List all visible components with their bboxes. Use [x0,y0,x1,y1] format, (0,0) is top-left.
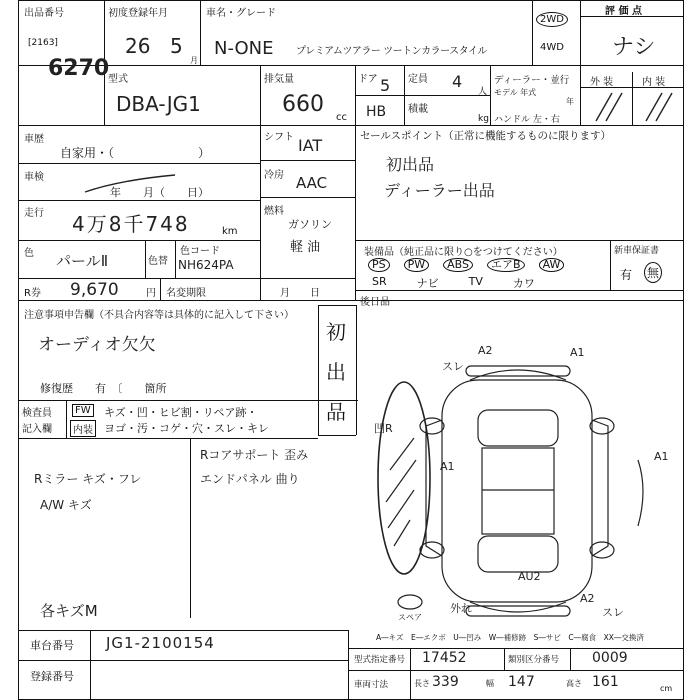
diagram-label-a1-left: A1 [440,460,455,473]
inspector-label-1: 検査員 [22,408,52,419]
car-damage-diagram [370,340,680,630]
equip-airbag: エアB [487,258,525,272]
lot-small: [2163] [28,38,58,48]
inspector-note-right-2: エンドパネル 曲り [200,472,300,486]
length-label: 長さ [414,679,430,688]
history-value: 自家用・（ ） [60,146,211,160]
spec-label: 型式指定番号 [354,655,406,665]
notes-label: 注意事項申告欄（不具合内容等は具体的に記入して下さい） [24,310,294,321]
diagram-label-a1-top: A1 [570,346,585,359]
warranty-yes: 有 [620,268,633,282]
equip-leather: カワ [512,277,535,290]
inspector-note-left-2: A/W キズ [40,498,92,512]
warranty-no-text: 無 [647,266,660,280]
interior-label: 内 装 [642,77,666,88]
name-change-label: 名変期限 [166,288,206,299]
person-unit: 人 [478,87,488,97]
equip-tv: TV [468,275,483,288]
dealer-label: ディーラー・並行 [494,75,570,86]
fuel-diesel: 軽 油 [290,240,321,255]
shift-label: シフト [264,132,294,143]
warranty-no [644,262,662,283]
rating-label: 評 価 点 [605,6,642,17]
first-reg-label: 初度登録年月 [108,8,168,19]
car-name: N-ONE [214,38,274,59]
rating-strikes [580,87,684,125]
cc-unit: cc [336,112,347,123]
shift-value: IAT [298,136,323,155]
fuel-label: 燃料 [264,206,284,217]
warranty-label: 新車保証書 [614,246,660,256]
inspection-strike [80,170,180,200]
model-label: 型式 [108,74,128,85]
recycle-label: R券 [24,288,41,299]
color-label: 色 [24,248,34,259]
inspector-note-left-1: Rミラー キズ・フレ [34,472,142,486]
doors-label: ドア [358,74,378,85]
diagram-label-a2-bottom: A2 [580,592,595,605]
fuel-gas: ガソリン [288,218,332,231]
rating-value: ナシ [612,35,656,60]
diagram-label-spare: スペア [398,613,422,622]
color-change-label: 色替 [148,256,168,267]
km-unit: km [222,226,238,237]
lot-number: 6270 [48,56,110,81]
dims-label: 車両寸法 [354,680,389,690]
inspector-label-2: 記入欄 [22,424,52,435]
displacement-value: 660 [282,92,324,117]
drive-2wd-text: 2WD [540,14,564,25]
inspector-row1: キズ・凹・ヒビ割・リペア跡・ [104,406,258,419]
inspection-label: 車検 [24,172,44,183]
spec-value: 17452 [422,650,467,666]
cargo-label: 積載 [408,104,428,115]
diagram-label-au2: AU2 [518,570,541,583]
aircon-label: 冷房 [264,170,284,181]
exterior-label: 外 装 [590,77,614,88]
later-label: 後日品 [360,297,390,308]
diagram-label-a2-top: A2 [478,344,493,357]
doors-value: 5 [380,76,391,95]
equip-navi: ナビ [416,277,439,290]
car-grade: プレミアムツアラー ツートンカラースタイル [296,46,487,57]
color-value: パールⅡ [56,252,109,270]
reg-label: 登録番号 [30,670,74,683]
first-reg-month: 5 [170,34,183,58]
first-reg-year: 26 [125,34,151,58]
first-listing-3: 品 [326,400,346,424]
sales-label: セールスポイント（正常に機能するものに限ります） [360,130,612,142]
equipment-row1 [368,258,564,272]
class-value: 0009 [592,650,628,666]
month-unit: 月 [190,56,198,65]
height-value: 161 [592,674,619,690]
drive-4wd: 4WD [540,42,564,53]
width-value: 147 [508,674,535,690]
model-year-unit: 年 [566,97,574,106]
seats-label: 定員 [408,74,428,85]
car-grade-label: 車名・グレード [206,8,276,19]
diagram-label-a1-right: A1 [654,450,669,463]
diagram-label-hazure: 外れ [450,602,472,615]
model-year-label: モデル 年式 [494,88,537,97]
cm-unit: cm [660,684,673,693]
color-code-label: 色コード [180,246,220,257]
recycle-value: 9,670 [70,280,119,300]
model-value: DBA-JG1 [116,92,201,116]
sales-line2: ディーラー出品 [384,181,495,200]
equip-pw: PW [404,258,430,272]
equip-abs: ABS [443,258,473,272]
cargo-value: HB [366,104,387,120]
repair-label: 修復歴 有 〔 箇所 [40,382,167,395]
diagram-label-u-left: 凹R [374,422,393,435]
chassis-label: 車台番号 [30,639,74,652]
class-label: 類別区分番号 [508,655,560,665]
diagram-label-sure-bottom: スレ [602,606,624,619]
inspector-bottom-note: 各キズM [40,602,98,620]
height-label: 高さ [566,679,582,688]
name-change-value: 月 日 [280,288,320,299]
aircon-value: AAC [296,174,328,192]
width-label: 幅 [486,679,494,688]
equip-ps: PS [368,258,390,272]
handle-label: ハンドル 左・右 [494,115,560,125]
history-label: 車歴 [24,134,44,145]
equipment-row2 [372,275,535,291]
yen-unit: 円 [146,288,156,299]
mileage-value: 4万8千748 [72,212,190,236]
first-listing-2: 出 [326,360,346,384]
displacement-label: 排気量 [264,74,294,85]
equip-sr: SR [372,275,387,288]
sales-line1: 初出品 [386,155,435,174]
inspector-note-right-1: Rコアサポート 歪み [200,448,309,462]
lot-label: 出品番号 [24,8,64,19]
first-listing-1: 初 [326,320,346,344]
chassis-value: JG1-2100154 [106,634,215,652]
diagram-label-sure-top: スレ [442,360,464,373]
inspector-interior: 内装 [70,420,96,437]
kg-unit: kg [478,114,489,124]
first-listing-stamp [326,312,346,432]
inspector-row2: ヨゴ・汚・コゲ・穴・スレ・キレ [104,422,269,435]
equipment-label: 装備品（純正品に限り○をつけてください） [364,247,563,258]
notes-text: オーディオ欠欠 [38,335,156,355]
seats-value: 4 [452,72,463,91]
inspector-fw: FW [72,404,94,417]
mileage-label: 走行 [24,208,44,219]
equip-aw: AW [539,258,565,272]
drive-2wd [536,12,568,27]
diagram-legend: A―キズ E―エクボ U―凹み W―補修跡 S―サビ C―腐食 XX―交換済 [376,633,644,642]
inspection-value: 年 月（ 日） [110,186,209,199]
color-code-value: NH624PA [178,258,234,272]
length-value: 339 [432,674,459,690]
